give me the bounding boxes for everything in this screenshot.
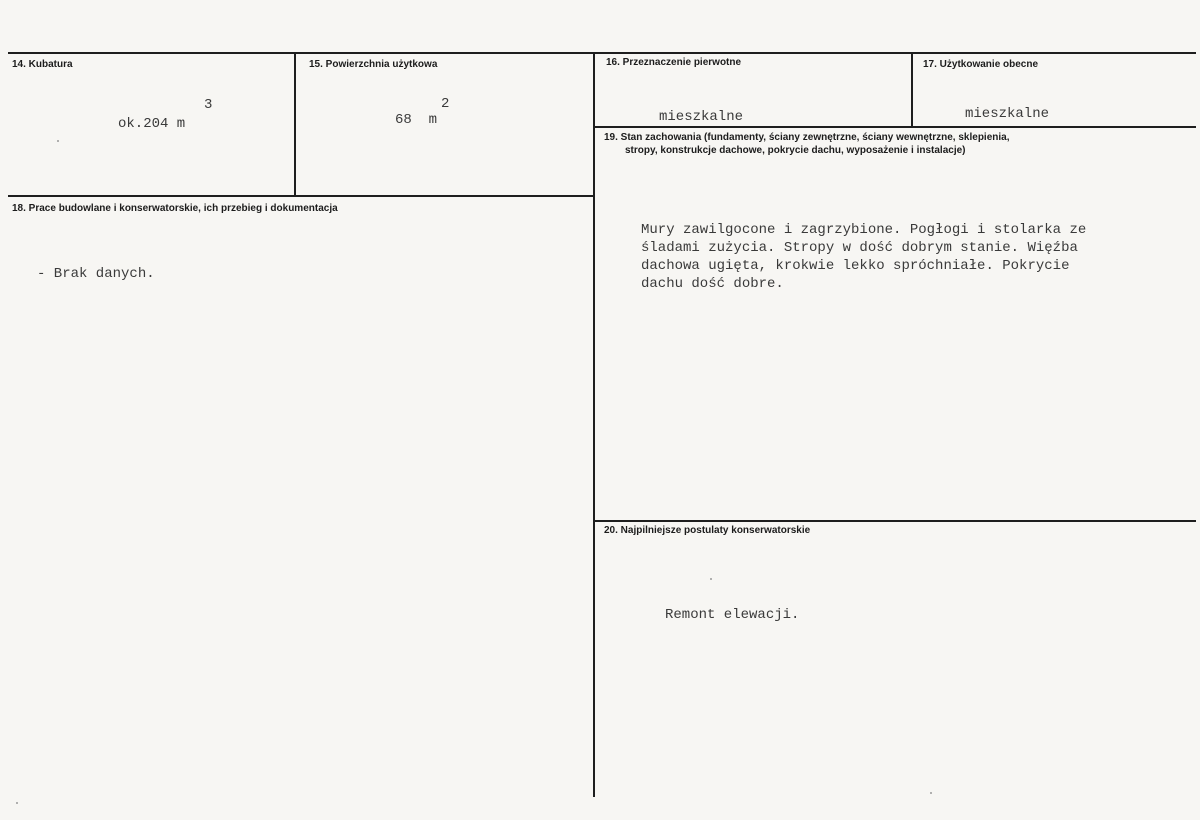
prace-value: - Brak danych.: [37, 266, 155, 282]
stan-description: [641, 221, 1086, 293]
uzytkowanie-label: 17. Użytkowanie obecne: [923, 59, 1039, 70]
stan-line: Mury zawilgocone i zagrzybione. Pogłogi i stolarka ze: [641, 222, 1087, 238]
section-19-bottom-rule: [595, 520, 1196, 522]
center-divider: [593, 53, 595, 797]
kubatura-label: 14. Kubatura: [12, 59, 73, 70]
powierzchnia-label: 15. Powierzchnia użytkowa: [309, 59, 438, 70]
divider-16-17: [911, 53, 913, 127]
row1-bottom-rule-right: [595, 126, 1196, 128]
stan-line: dachowa ugięta, krokwie lekko spróchniałe. Pokrycie: [641, 258, 1070, 274]
paper-speck: [930, 792, 932, 794]
kubatura-value: ok.204 m: [118, 116, 186, 132]
stan-line: dachu dość dobre.: [641, 276, 784, 292]
uzytkowanie-value: mieszkalne: [965, 106, 1050, 122]
powierzchnia-exponent: 2: [441, 96, 450, 112]
postulaty-label: 20. Najpilniejsze postulaty konserwatorskie: [604, 525, 811, 536]
przeznaczenie-label: 16. Przeznaczenie pierwotne: [606, 57, 742, 68]
divider-14-15: [294, 53, 296, 196]
postulaty-value: Remont elewacji.: [665, 607, 800, 623]
stan-line: śladami zużycia. Stropy w dość dobrym stanie. Więźba: [641, 240, 1078, 256]
top-rule: [8, 52, 1196, 54]
stan-label-line-2: stropy, konstrukcje dachowe, pokrycie dachu, wyposażenie i instalacje): [625, 145, 966, 156]
stan-label-line-1: 19. Stan zachowania (fundamenty, ściany zewnętrzne, ściany wewnętrzne, sklepienia,: [604, 132, 1010, 143]
przeznaczenie-value: mieszkalne: [659, 109, 744, 125]
powierzchnia-value: 68 m: [395, 112, 438, 128]
kubatura-exponent: 3: [204, 97, 213, 113]
paper-speck: [710, 578, 712, 580]
paper-speck: [57, 140, 59, 142]
paper-speck: [16, 802, 18, 804]
prace-label: 18. Prace budowlane i konserwatorskie, ich przebieg i dokumentacja: [12, 203, 338, 214]
row1-bottom-rule-left: [8, 195, 595, 197]
